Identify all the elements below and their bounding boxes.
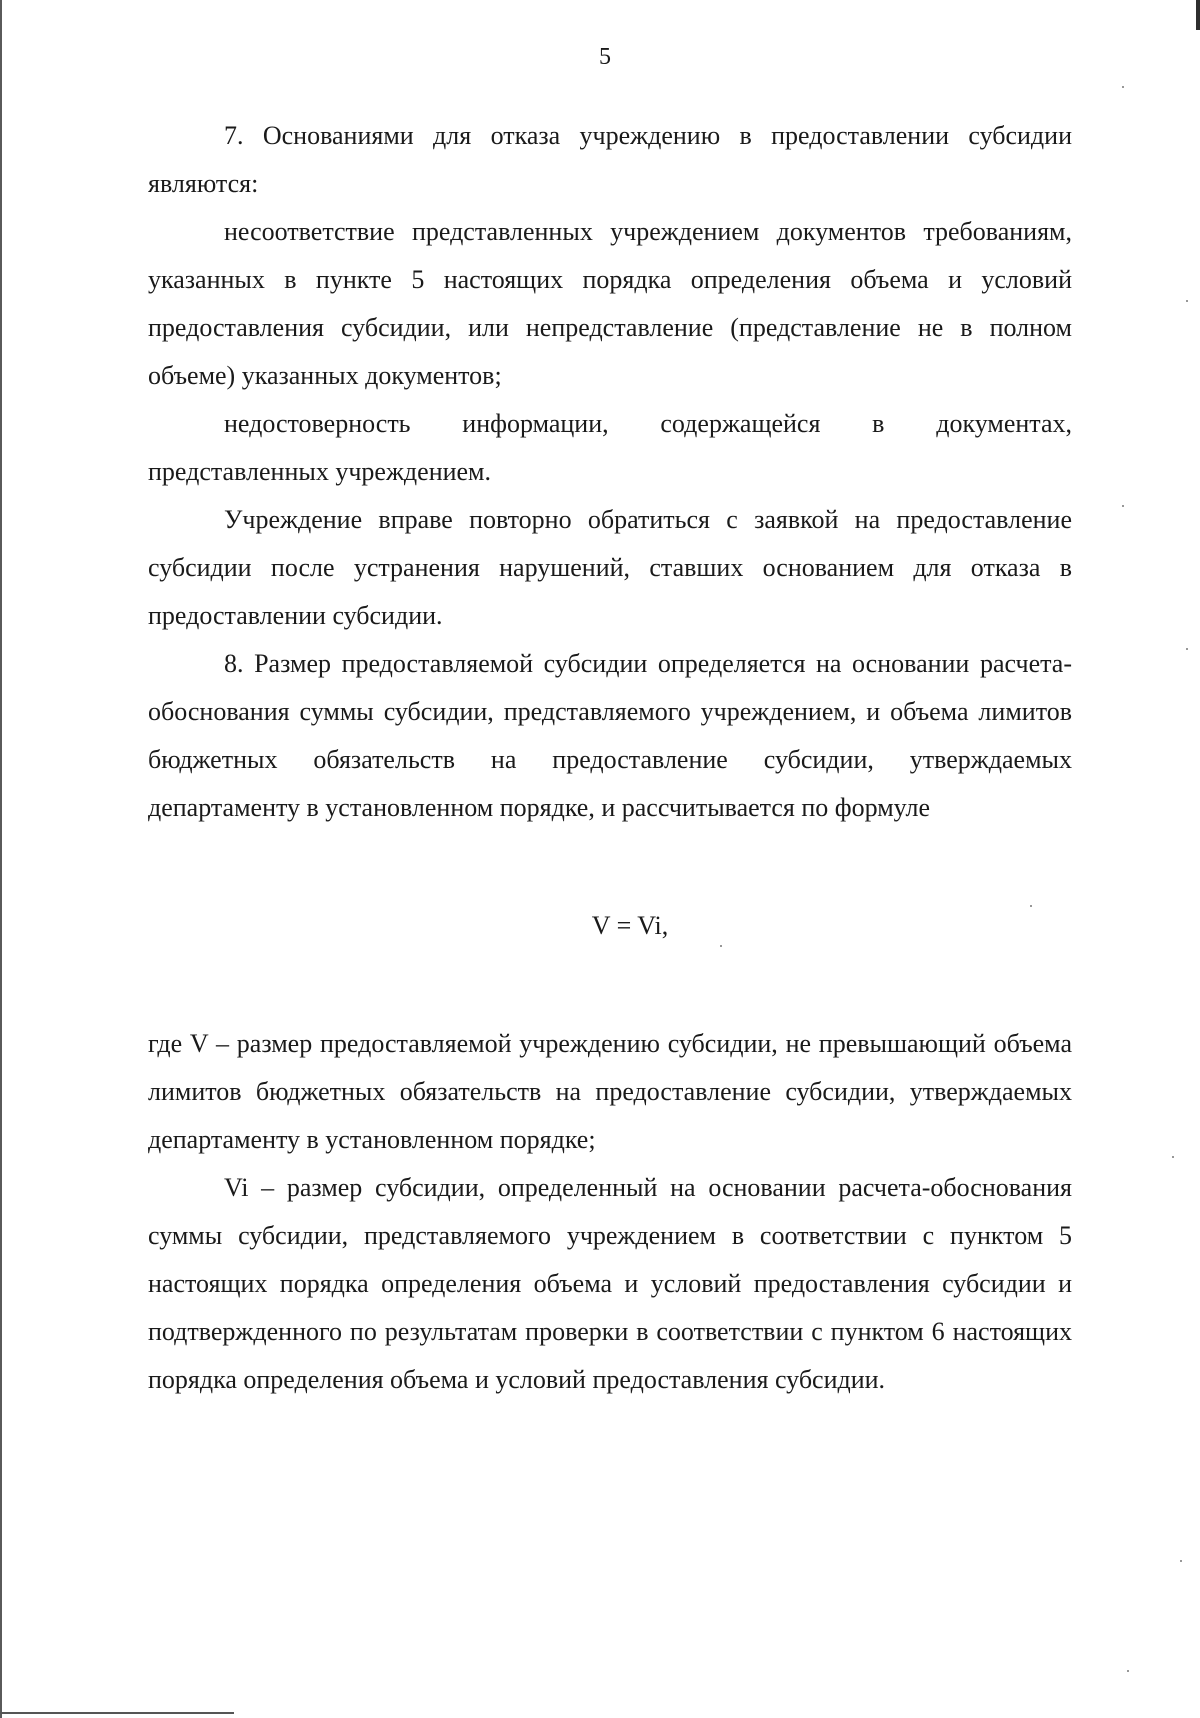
- page-number: 5: [599, 44, 611, 70]
- scan-speck: [1186, 300, 1188, 302]
- scan-speck: [1186, 648, 1188, 650]
- definition-v: где V – размер предоставляемой учреждению субсидии, не превышающий объема лимитов бюджетных обязательств на предоставление субсидии, утверждаемых департаменту в установленном порядке;: [148, 1029, 1072, 1154]
- scan-speck: [1180, 1560, 1182, 1562]
- definition-vi: Vi – размер субсидии, определенный на основании расчета-обоснования суммы субсидии, представляемого учреждением в соответствии с пунктом 5 настоящих порядка определения объема и условий предоставления субсидии и подтвержденного по результатам проверки в соответствии с пунктом 6 настоящих порядка определения объема и условий предоставления субсидии.: [148, 1173, 1072, 1394]
- formula: V = Vi,: [591, 911, 669, 940]
- scan-speck: [1122, 86, 1124, 88]
- reapply-paragraph: Учреждение вправе повторно обратиться с заявкой на предоставление субсидии после устранения нарушений, ставших основанием для отказа в предоставлении субсидии.: [148, 505, 1072, 630]
- paragraph-8: 8. Размер предоставляемой субсидии определяется на основании расчета-обоснования суммы субсидии, представляемого учреждением, и объема лимитов бюджетных обязательств на предоставление субсидии, утверждаемых департаменту в установленном порядке, и рассчитывается по формуле: [148, 649, 1072, 822]
- document-body: [148, 112, 1072, 1404]
- refusal-ground-1: несоответствие представленных учреждением документов требованиям, указанных в пункте 5 настоящих порядка определения объема и условий предоставления субсидии, или непредставление (представление не в полном объеме) указанных документов;: [148, 217, 1072, 390]
- scan-edge-right: [1196, 0, 1200, 30]
- scan-speck: [1172, 1156, 1174, 1158]
- refusal-ground-2: недостоверность информации, содержащейся в документах, представленных учреждением.: [148, 409, 1072, 486]
- scan-speck: [1122, 505, 1124, 507]
- paragraph-7-heading: 7. Основаниями для отказа учреждению в предоставлении субсидии являются:: [148, 121, 1072, 198]
- scan-speck: [1127, 1670, 1129, 1672]
- bottom-rule: [0, 1712, 234, 1714]
- scan-edge-left: [0, 0, 2, 1718]
